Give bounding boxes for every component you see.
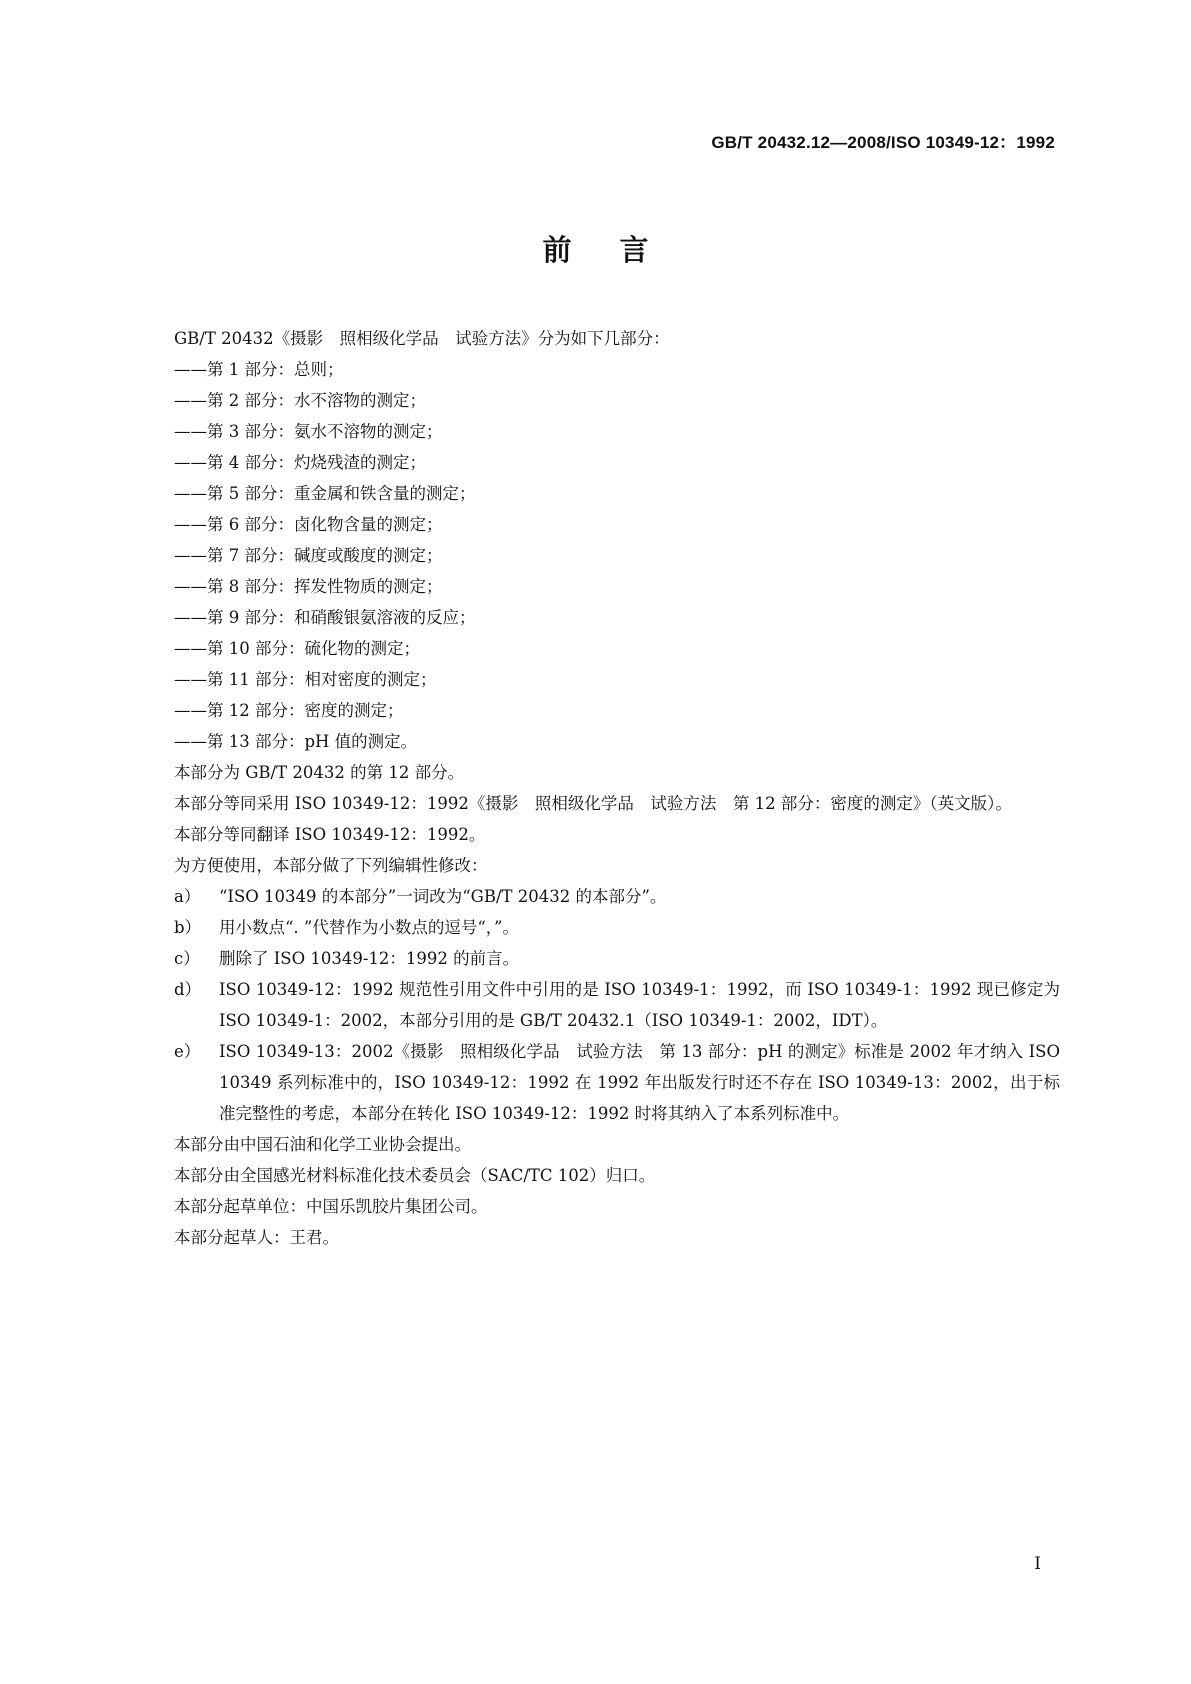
edit-item-label: e） [174, 1042, 201, 1061]
edit-item [132, 1036, 1060, 1129]
intro-paragraph: GB/T 20432《摄影 照相级化学品 试验方法》分为如下几部分： [174, 329, 670, 348]
edits-intro-paragraph: 为方便使用，本部分做了下列编辑性修改： [174, 856, 488, 875]
drafter-paragraph: 本部分起草人：王君。 [174, 1228, 339, 1247]
foreword-body [132, 323, 1060, 1253]
edit-item [132, 943, 1060, 974]
part-item: ——第 3 部分：氨水不溶物的测定； [174, 422, 443, 441]
part-item: ——第 8 部分：挥发性物质的测定； [174, 577, 443, 596]
part-item: ——第 9 部分：和硝酸银氨溶液的反应； [174, 608, 476, 627]
edit-item-label: c） [174, 949, 200, 968]
edit-item [132, 881, 1060, 912]
edit-item-label: b） [174, 918, 202, 937]
edit-item-text: 删除了 ISO 10349-12：1992 的前言。 [219, 949, 520, 968]
proposed-by-paragraph: 本部分由中国石油和化学工业协会提出。 [174, 1135, 471, 1154]
edit-item-label: a） [174, 887, 201, 906]
edit-item-text: “ISO 10349 的本部分”一词改为“GB/T 20432 的本部分”。 [219, 887, 667, 906]
edit-item-label: d） [174, 980, 202, 999]
part-item: ——第 4 部分：灼烧残渣的测定； [174, 453, 426, 472]
edit-item [132, 974, 1060, 1036]
part-item: ——第 5 部分：重金属和铁含量的测定； [174, 484, 476, 503]
part-item: ——第 2 部分：水不溶物的测定； [174, 391, 426, 410]
standard-number-header: GB/T 20432.12—2008/ISO 10349-12：1992 [711, 133, 1055, 152]
page-title: 前言 [542, 233, 697, 267]
part-item: ——第 10 部分：硫化物的测定； [174, 639, 420, 658]
edit-item-text: 用小数点“. ”代替作为小数点的逗号“，”。 [219, 918, 519, 937]
edit-item-text: ISO 10349-13：2002《摄影 照相级化学品 试验方法 第 13 部分：pH 的测定》标准是 2002 年才纳入 ISO 10349 系列标准中的，ISO 10349-12：1992 在 1992 年出版发行时还不存在 ISO 10349-13：2002，出于标准完整性的考虑，本部分在转化 ISO 10349-12：1992 时将其纳入了本系列标准中。 [219, 1042, 1060, 1123]
part-item: ——第 12 部分：密度的测定； [174, 701, 404, 720]
part-item: ——第 11 部分：相对密度的测定； [174, 670, 437, 689]
part-item: ——第 1 部分：总则； [174, 360, 344, 379]
translation-paragraph: 本部分等同翻译 ISO 10349-12：1992。 [174, 825, 486, 844]
part-item: ——第 7 部分：碱度或酸度的测定； [174, 546, 443, 565]
part-of-paragraph: 本部分为 GB/T 20432 的第 12 部分。 [174, 763, 465, 782]
adoption-paragraph: 本部分等同采用 ISO 10349-12：1992《摄影 照相级化学品 试验方法 第 12 部分：密度的测定》（英文版）。 [174, 794, 1012, 813]
centralized-by-paragraph: 本部分由全国感光材料标准化技术委员会（SAC/TC 102）归口。 [174, 1166, 656, 1185]
drafting-unit-paragraph: 本部分起草单位：中国乐凯胶片集团公司。 [174, 1197, 488, 1216]
part-item: ——第 6 部分：卤化物含量的测定； [174, 515, 443, 534]
edit-item [132, 912, 1060, 943]
part-item: ——第 13 部分：pH 值的测定。 [174, 732, 418, 751]
page-number: I [1034, 1554, 1041, 1574]
edit-item-text: ISO 10349-12：1992 规范性引用文件中引用的是 ISO 10349-1：1992，而 ISO 10349-1：1992 现已修定为 ISO 10349-1：2002，本部分引用的是 GB/T 20432.1（ISO 10349-1：2002，IDT）。 [219, 980, 1060, 1030]
